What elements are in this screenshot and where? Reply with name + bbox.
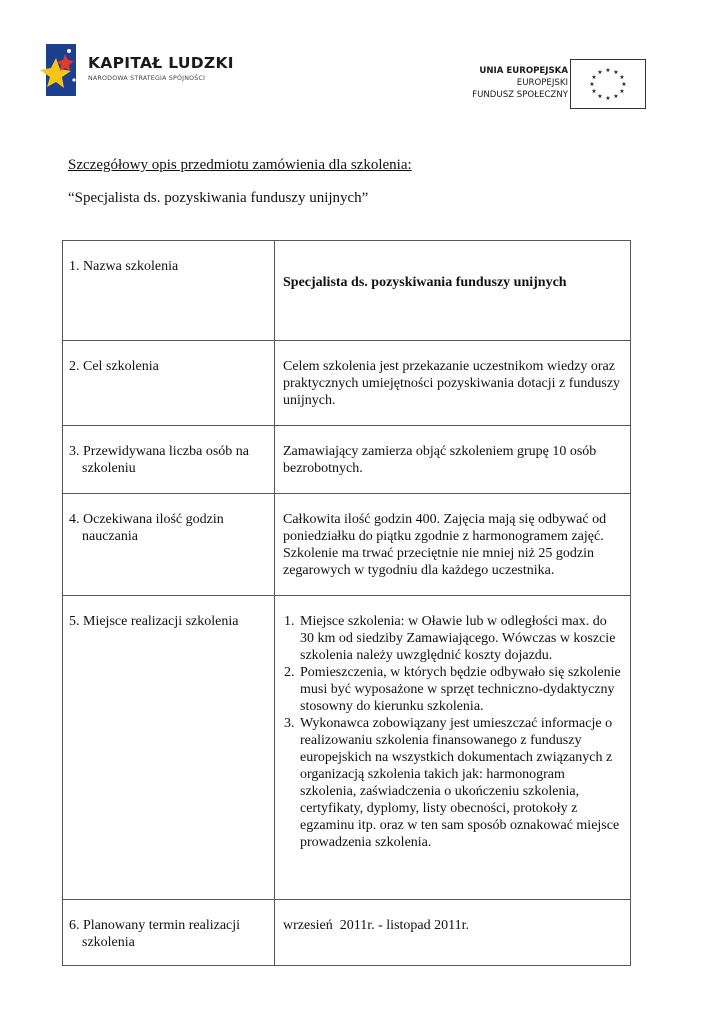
kapital-ludzki-title: KAPITAŁ LUDZKI xyxy=(88,54,234,72)
svg-text:★: ★ xyxy=(619,74,625,81)
kapital-ludzki-subtitle: NARODOWA STRATEGIA SPÓJNOŚCI xyxy=(88,75,206,82)
list-item: 3. Wykonawca zobowiązany jest umieszczać informacje o realizowaniu szkolenia finansowanego z funduszy europejskich na wszystkich dokumentach związanych z organizacją szkolenia takich jak: harmonogram szkolenia, zaświadczenia o ukończeniu szkolenia, certyfikaty, dyplomy, listy obecności, protokoły z egzaminu itp. oraz w ten sam sposób oznakować miejsce prowadzenia szkolenia. xyxy=(298,715,622,851)
table-row xyxy=(63,341,631,426)
specification-table xyxy=(62,240,631,966)
place-list xyxy=(283,613,622,851)
row-value xyxy=(275,596,631,900)
row-label xyxy=(63,596,275,900)
kapital-ludzki-logo-icon xyxy=(38,40,84,102)
kapital-ludzki-logo xyxy=(38,40,238,102)
row-value: Zamawiający zamierza objąć szkoleniem grupę 10 osób bezrobotnych. xyxy=(275,426,631,494)
svg-text:★: ★ xyxy=(613,69,619,76)
list-item: 2. Pomieszczenia, w których będzie odbywało się szkolenie musi być wyposażone w sprzęt techniczno-dydaktyczny stosowny do kierunku szkolenia. xyxy=(298,664,622,715)
svg-text:★: ★ xyxy=(605,67,611,74)
eu-logo-line2: EUROPEJSKI xyxy=(516,78,568,88)
svg-text:★: ★ xyxy=(597,69,603,76)
list-item: 1. Miejsce szkolenia: w Oławie lub w odległości max. do 30 km od siedziby Zamawiającego. Wówczas w koszcie szkolenia należy uwzględnić koszty dojazdu. xyxy=(298,613,622,664)
table-row xyxy=(63,494,631,596)
eu-logo xyxy=(456,55,652,113)
row-label-text: 1. Nazwa szkolenia xyxy=(69,259,179,274)
row-label-text: 3. Przewidywana liczba osób na szkoleniu xyxy=(69,444,249,476)
svg-text:★: ★ xyxy=(589,81,595,88)
table-row xyxy=(63,241,631,341)
svg-text:★: ★ xyxy=(619,88,625,95)
row-label xyxy=(63,426,275,494)
eu-flag-icon xyxy=(570,59,646,109)
row-label-text: 2. Cel szkolenia xyxy=(69,359,159,374)
svg-text:★: ★ xyxy=(591,74,597,81)
eu-logo-line3: FUNDUSZ SPOŁECZNY xyxy=(472,90,568,100)
row-value: wrzesień 2011r. - listopad 2011r. xyxy=(275,900,631,966)
row-label xyxy=(63,900,275,966)
table-row xyxy=(63,596,631,900)
document-subheading: “Specjalista ds. pozyskiwania funduszy unijnych” xyxy=(68,190,369,206)
svg-text:★: ★ xyxy=(597,93,603,100)
row-label-text: 6. Planowany termin realizacji szkolenia xyxy=(69,918,241,950)
row-label xyxy=(63,241,275,341)
row-label-text: 5. Miejsce realizacji szkolenia xyxy=(69,614,239,629)
document-heading: Szczegółowy opis przedmiotu zamówienia dla szkolenia: xyxy=(68,157,412,173)
table-row xyxy=(63,900,631,966)
svg-text:★: ★ xyxy=(605,95,611,102)
svg-text:★: ★ xyxy=(621,81,627,88)
svg-text:★: ★ xyxy=(591,88,597,95)
row-value: Celem szkolenia jest przekazanie uczestnikom wiedzy oraz praktycznych umiejętności pozyskiwania dotacji z funduszy unijnych. xyxy=(275,341,631,426)
eu-logo-text xyxy=(472,65,568,101)
row-label xyxy=(63,494,275,596)
row-label-text: 4. Oczekiwana ilość godzin nauczania xyxy=(69,512,224,544)
row-label xyxy=(63,341,275,426)
svg-text:★: ★ xyxy=(613,93,619,100)
row-value: Specjalista ds. pozyskiwania funduszy unijnych xyxy=(275,241,631,341)
table-row xyxy=(63,426,631,494)
row-value: Całkowita ilość godzin 400. Zajęcia mają się odbywać od poniedziałku do piątku zgodnie z harmonogramem zajęć. Szkolenie ma trwać przeciętnie nie mniej niż 25 godzin zegarowych w tygodniu dla każdego uczestnika. xyxy=(275,494,631,596)
eu-logo-line1: UNIA EUROPEJSKA xyxy=(479,66,568,76)
